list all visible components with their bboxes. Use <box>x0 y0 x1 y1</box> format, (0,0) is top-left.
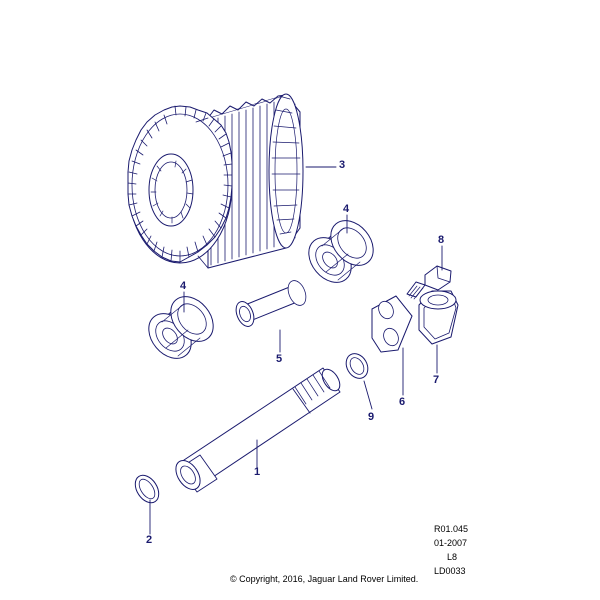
callout-8: 8 <box>438 234 445 246</box>
part-o-ring <box>130 471 163 507</box>
callout-3: 3 <box>339 159 346 171</box>
part-hex-nut <box>419 291 458 344</box>
callout-4-upper: 4 <box>343 203 350 215</box>
drawing-number: R01.045 <box>434 524 469 534</box>
callout-1: 1 <box>254 466 261 478</box>
part-bearing-upper <box>300 212 382 290</box>
callout-9: 9 <box>368 411 375 423</box>
callout-4-lower: 4 <box>180 280 187 292</box>
part-spacer-sleeve <box>233 278 310 329</box>
callout-5: 5 <box>276 353 283 365</box>
part-shim-washer <box>342 350 372 383</box>
part-bearing-lower <box>140 288 222 366</box>
part-gear-cluster <box>128 94 303 268</box>
callout-7: 7 <box>433 374 440 386</box>
model-code: L8 <box>447 552 458 562</box>
callout-6: 6 <box>399 396 406 408</box>
part-code: LD0033 <box>434 566 466 576</box>
callout-2: 2 <box>146 534 153 546</box>
copyright-notice: © Copyright, 2016, Jaguar Land Rover Limited. <box>230 574 419 584</box>
drawing-date: 01-2007 <box>434 538 468 548</box>
part-retaining-plate <box>372 296 412 352</box>
